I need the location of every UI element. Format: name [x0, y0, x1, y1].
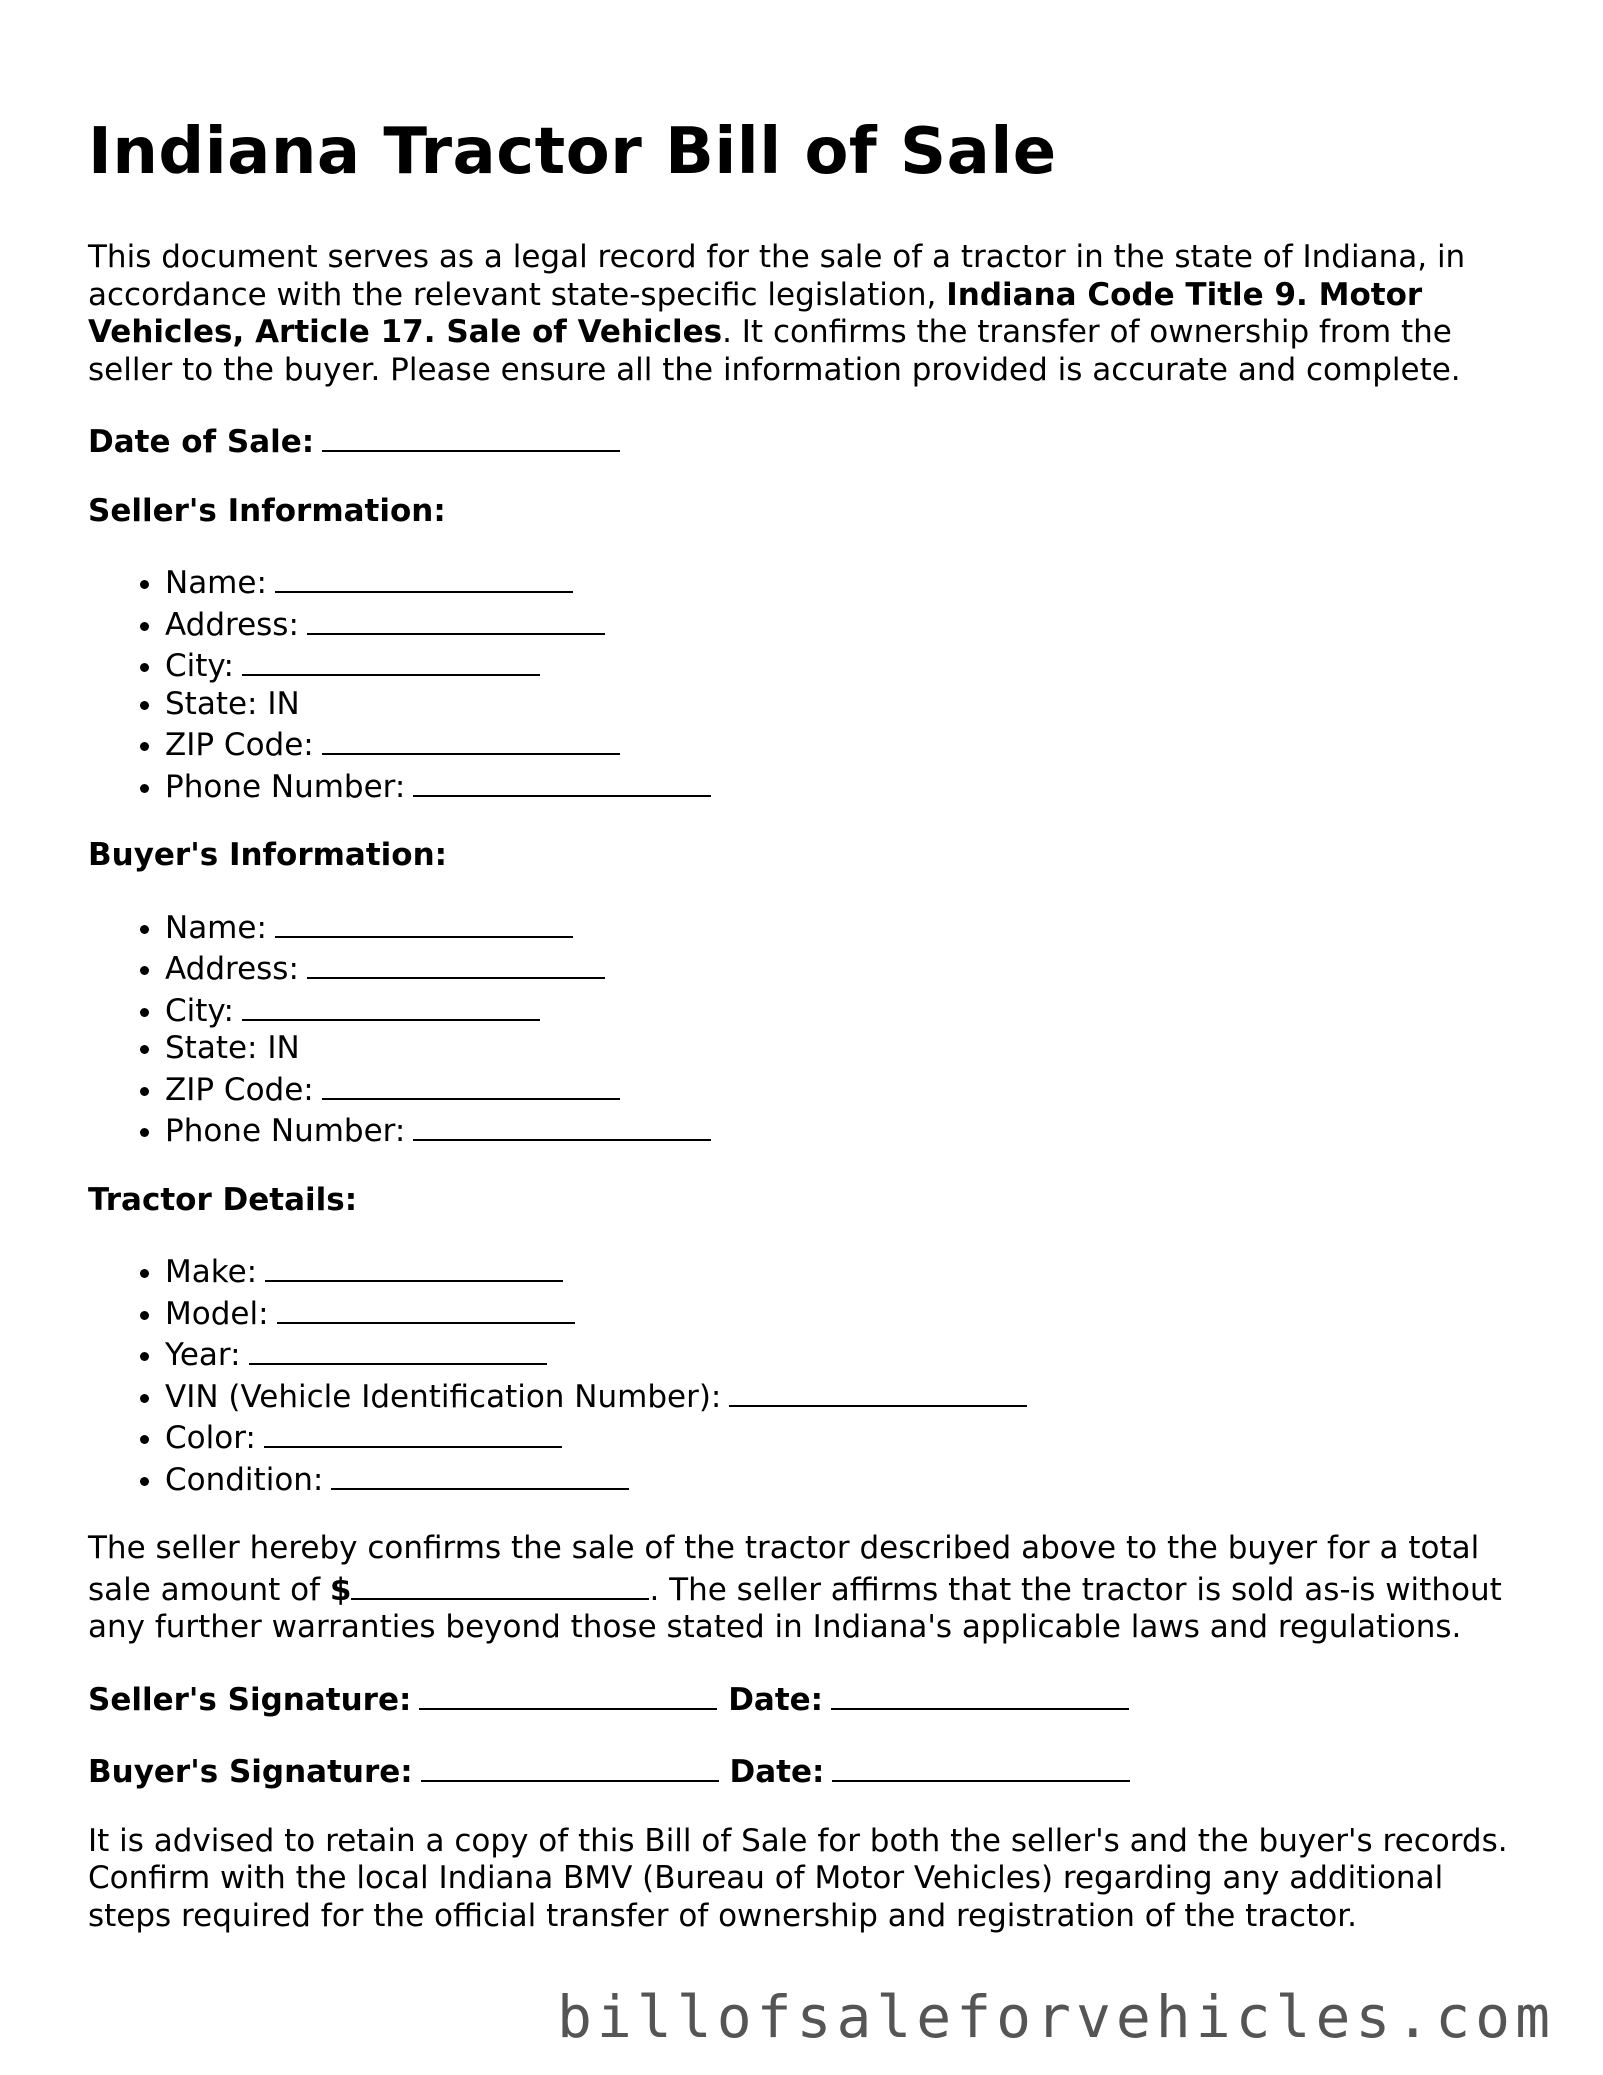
buyer-zip-blank[interactable] — [322, 1068, 620, 1100]
seller-signature-label: Seller's Signature: — [88, 1681, 412, 1718]
tractor-model-item — [165, 1292, 1528, 1334]
tractor-make-item — [165, 1250, 1528, 1292]
seller-phone-blank[interactable] — [413, 765, 711, 797]
buyer-zip-label: ZIP Code: — [165, 1071, 314, 1108]
buyer-address-label: Address: — [165, 951, 299, 987]
tractor-section-heading: Tractor Details: — [88, 1181, 358, 1218]
buyer-name-item — [165, 906, 1528, 948]
tractor-color-item — [165, 1416, 1528, 1458]
buyer-state-item — [165, 1030, 1528, 1068]
buyer-zip-item — [165, 1068, 1528, 1110]
date-of-sale-blank[interactable] — [322, 420, 620, 452]
tractor-condition-label: Condition: — [165, 1461, 324, 1498]
seller-state-label: State: IN — [165, 685, 300, 722]
buyer-date-label: Date: — [729, 1754, 825, 1790]
buyer-phone-label: Phone Number: — [165, 1113, 406, 1149]
buyer-city-blank[interactable] — [242, 989, 540, 1021]
seller-city-label: City: — [165, 648, 234, 684]
seller-address-label: Address: — [165, 606, 299, 643]
date-of-sale-label: Date of Sale: — [88, 424, 315, 460]
tractor-condition-item — [165, 1458, 1528, 1500]
sale-amount-blank[interactable] — [351, 1568, 649, 1600]
buyer-date-blank[interactable] — [832, 1750, 1130, 1782]
buyer-name-blank[interactable] — [275, 906, 573, 938]
seller-city-blank[interactable] — [242, 644, 540, 676]
seller-section-heading: Seller's Information: — [88, 492, 446, 529]
tractor-make-blank[interactable] — [265, 1250, 563, 1282]
tractor-vin-blank[interactable] — [729, 1375, 1027, 1407]
tractor-color-label: Color: — [165, 1420, 256, 1456]
seller-zip-label: ZIP Code: — [165, 727, 314, 763]
buyer-name-label: Name: — [165, 909, 267, 946]
seller-signature-blank[interactable] — [419, 1678, 717, 1710]
buyer-phone-item — [165, 1109, 1528, 1151]
buyer-address-item — [165, 947, 1528, 989]
intro-text-2: . It confirms the transfer of ownership from the seller to the buyer. Please ensure all the information provided is accurate and complete. — [88, 314, 1461, 388]
seller-zip-blank[interactable] — [322, 723, 620, 755]
buyer-phone-blank[interactable] — [413, 1109, 711, 1141]
document-page — [88, 108, 1528, 1935]
seller-date-label: Date: — [728, 1681, 824, 1718]
tractor-color-blank[interactable] — [264, 1416, 562, 1448]
buyer-signature-label: Buyer's Signature: — [88, 1754, 413, 1790]
sale-statement-paragraph — [88, 1530, 1528, 1647]
buyer-section-heading: Buyer's Information: — [88, 837, 448, 873]
buyer-city-item — [165, 989, 1528, 1031]
tractor-vin-label: VIN (Vehicle Identification Number): — [165, 1378, 722, 1415]
tractor-make-label: Make: — [165, 1254, 258, 1290]
legislation-reference: Indiana Code Title 9. Motor Vehicles, Article 17. Sale of Vehicles — [88, 276, 1423, 350]
buyer-state-label: State: IN — [165, 1030, 300, 1066]
seller-name-label: Name: — [165, 565, 267, 601]
site-watermark: billofsaleforvehicles.com — [557, 1983, 1555, 2051]
intro-paragraph — [88, 239, 1528, 389]
seller-fields-list — [88, 561, 1528, 806]
sale-text-2: . The seller affirms that the tractor is sold as-is without any further warranties beyond those stated in Indiana's applicable laws and regulations. — [88, 1571, 1502, 1645]
date-of-sale-line — [88, 420, 1528, 462]
seller-address-blank[interactable] — [307, 603, 605, 635]
buyer-signature-line — [88, 1750, 1528, 1792]
tractor-fields-list — [88, 1250, 1528, 1499]
seller-state-item — [165, 686, 1528, 724]
seller-phone-label: Phone Number: — [165, 768, 406, 805]
buyer-fields-list — [88, 906, 1528, 1151]
seller-zip-item — [165, 723, 1528, 765]
closing-paragraph: It is advised to retain a copy of this Bill of Sale for both the seller's and the buyer's records. Confirm with the local Indiana BMV (Bureau of Motor Vehicles) regarding any additional steps required for the official transfer of ownership and registration of the tractor. — [88, 1822, 1508, 1934]
tractor-year-item — [165, 1333, 1528, 1375]
sale-text-1: The seller hereby confirms the sale of the tractor described above to the buyer for a total sale amount of — [88, 1530, 1480, 1608]
page-title: Indiana Tractor Bill of Sale — [88, 115, 1057, 189]
seller-address-item — [165, 603, 1528, 645]
tractor-condition-blank[interactable] — [331, 1458, 629, 1490]
seller-city-item — [165, 644, 1528, 686]
seller-signature-line — [88, 1678, 1528, 1720]
tractor-vin-item — [165, 1375, 1528, 1417]
tractor-model-blank[interactable] — [277, 1292, 575, 1324]
buyer-signature-blank[interactable] — [421, 1750, 719, 1782]
intro-text-1: This document serves as a legal record for the sale of a tractor in the state of Indiana, in accordance with the relevant state-specific legislation, — [88, 239, 1466, 313]
seller-phone-item — [165, 765, 1528, 807]
seller-name-blank[interactable] — [275, 561, 573, 593]
tractor-model-label: Model: — [165, 1295, 269, 1332]
seller-date-blank[interactable] — [831, 1678, 1129, 1710]
sale-currency: $ — [329, 1571, 352, 1608]
seller-name-item — [165, 561, 1528, 603]
tractor-year-blank[interactable] — [249, 1333, 547, 1365]
tractor-year-label: Year: — [165, 1337, 241, 1373]
buyer-city-label: City: — [165, 992, 234, 1029]
buyer-address-blank[interactable] — [307, 947, 605, 979]
